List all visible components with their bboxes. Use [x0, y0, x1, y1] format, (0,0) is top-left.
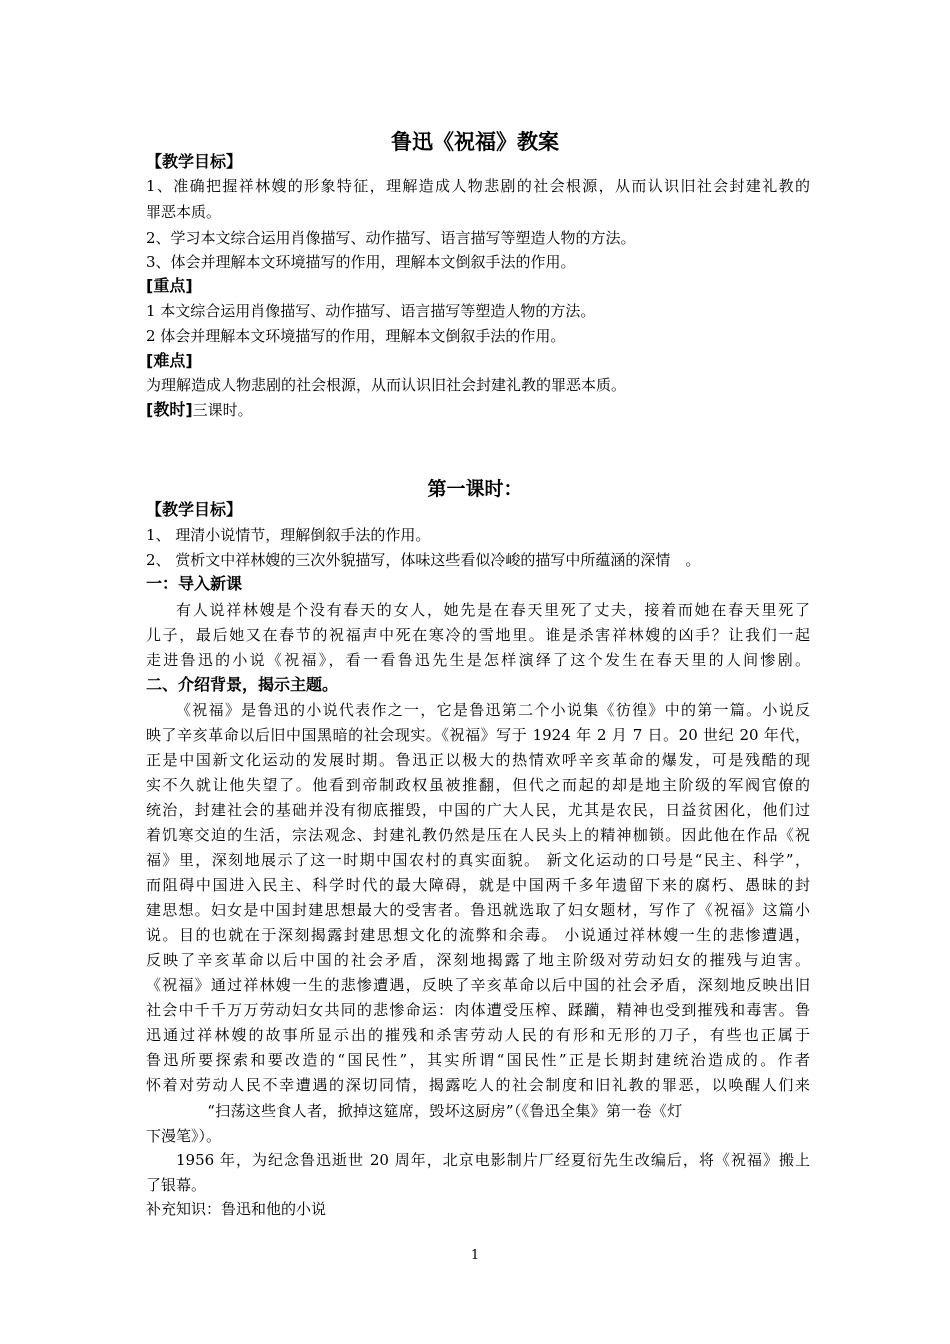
background-line-12: 《祝福》通过祥林嫂一生的悲惨遭遇，反映了辛亥革命以后中国的社会矛盾，深刻地反映出旧 — [146, 976, 810, 994]
lesson-title: 第一课时： — [427, 478, 523, 500]
goal-line-1: 1、准确把握祥林嫂的形象特征，理解造成人物悲剧的社会根源，从而认识旧社会封建礼教的 — [146, 177, 810, 195]
background-line-16: 怀着对劳动人民不幸遭遇的深切同情，揭露吃人的社会制度和旧礼教的罪恶，以唤醒人们来 — [146, 1076, 810, 1094]
background-line-9: 建思想。妇女是中国封建思想最大的受害者。鲁迅就选取了妇女题材，写作了《祝福》这篇小 — [146, 901, 810, 919]
film-line-2: 了银幕。 — [146, 1176, 207, 1194]
film-line-1: 1956 年，为纪念鲁迅逝世 20 周年，北京电影制片厂经夏衍先生改编后，将《祝福》搬上 — [176, 1151, 810, 1169]
section-background-heading: 二、介绍背景，揭示主题。 — [146, 675, 339, 694]
background-line-8: 而阻碍中国进入民主、科学时代的最大障碍，就是中国两千多年遗留下来的腐朽、愚昧的封 — [146, 876, 810, 894]
hours-heading: [教时] — [146, 400, 193, 419]
lesson-goals-heading: 【教学目标】 — [146, 500, 243, 519]
difficulty-text: 为理解造成人物悲剧的社会根源，从而认识旧社会封建礼教的罪恶本质。 — [146, 376, 627, 394]
goal-line-2: 罪恶本质。 — [146, 203, 222, 221]
key-points-heading: [重点] — [146, 276, 193, 295]
teaching-hours — [146, 398, 253, 422]
section-intro-heading: 一：导入新课 — [146, 574, 243, 593]
background-line-5: 统治，封建社会的基础并没有彻底摧毁，中国的广大人民，尤其是农民，日益贫困化，他们过 — [146, 801, 810, 819]
intro-line-1: 有人说祥林嫂是个没有春天的女人，她先是在春天里死了丈夫，接着而她在春天里死了 — [176, 601, 810, 619]
hours-value: 三课时。 — [192, 401, 253, 419]
lesson-goal-2: 2、 赏析文中祥林嫂的三次外貌描写，体味这些看似冷峻的描写中所蕴涵的深情 。 — [146, 551, 701, 569]
background-line-14: 迅通过祥林嫂的故事所显示出的摧残和杀害劳动人民的有形和无形的刀子，有些也正属于 — [146, 1026, 810, 1044]
intro-line-2: 儿子，最后她又在春节的祝福声中死在寒冷的雪地里。谁是杀害祥林嫂的凶手？让我们一起 — [146, 626, 810, 644]
key-point-1: 1 本文综合运用肖像描写、动作描写、语言描写等塑造人物的方法。 — [146, 302, 596, 320]
background-line-7: 福》里，深刻地展示了这一时期中国农村的真实面貌。 新文化运动的口号是“民主、科学”， — [146, 851, 810, 869]
background-line-17: “扫荡这些食人者，掀掉这筵席，毁坏这厨房”（《鲁迅全集》第一卷《灯 — [146, 1102, 683, 1120]
goal-line-4: 3、体会并理解本文环境描写的作用，理解本文倒叙手法的作用。 — [146, 253, 576, 271]
background-line-6: 着饥寒交迫的生活，宗法观念、封建礼教仍然是压在人民头上的精神枷锁。因此他在作品《祝 — [146, 826, 810, 844]
intro-line-3: 走进鲁迅的小说《祝福》，看一看鲁迅先生是怎样演绎了这个发生在春天里的人间惨剧。 — [146, 651, 810, 669]
difficulty-heading: [难点] — [146, 351, 193, 370]
background-line-18: 下漫笔》）。 — [146, 1127, 222, 1145]
goal-line-3: 2、学习本文综合运用肖像描写、动作描写、语言描写等塑造人物的方法。 — [146, 229, 636, 247]
page-number: 1 — [470, 1248, 480, 1263]
teaching-goals-heading: 【教学目标】 — [146, 152, 243, 171]
background-line-13: 社会中千千万万劳动妇女共同的悲惨命运：肉体遭受压榨、蹂躏，精神也受到摧残和毒害。鲁 — [146, 1001, 810, 1019]
document-title: 鲁迅《祝福》教案 — [391, 130, 559, 154]
supplement-note: 补充知识：鲁迅和他的小说 — [146, 1200, 327, 1218]
background-line-3: 正是中国新文化运动的发展时期。鲁迅正以极大的热情欢呼辛亥革命的爆发，可是残酷的现 — [146, 751, 810, 769]
background-line-2: 映了辛亥革命以后旧中国黑暗的社会现实。《祝福》写于 1924 年 2 月 7 日。20 世纪 20 年代， — [146, 726, 810, 744]
background-line-4: 实不久就让他失望了。他看到帝制政权虽被推翻，但代之而起的却是地主阶级的军阀官僚的 — [146, 776, 810, 794]
background-line-1: 《祝福》是鲁迅的小说代表作之一，它是鲁迅第二个小说集《彷徨》中的第一篇。小说反 — [176, 701, 810, 719]
background-line-10: 说。目的也就在于深刻揭露封建思想文化的流弊和余毒。 小说通过祥林嫂一生的悲惨遭遇， — [146, 926, 810, 944]
lesson-goal-1: 1、 理清小说情节，理解倒叙手法的作用。 — [146, 526, 431, 544]
key-point-2: 2 体会并理解本文环境描写的作用，理解本文倒叙手法的作用。 — [146, 327, 566, 345]
background-line-11: 反映了辛亥革命以后中国的社会矛盾，深刻地揭露了地主阶级对劳动妇女的摧残与迫害。 — [146, 951, 810, 969]
background-line-15: 鲁迅所要探索和要改造的“国民性”，其实所谓“国民性”正是长期封建统治造成的。作者 — [146, 1051, 810, 1069]
